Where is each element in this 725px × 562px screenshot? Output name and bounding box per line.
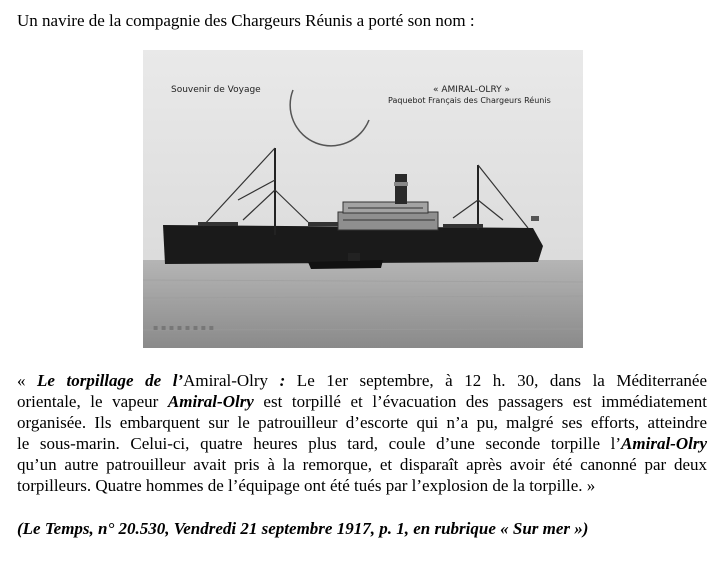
quote-line-4 (17, 433, 707, 454)
quote-paragraph (17, 370, 707, 496)
quote-line-4a: le sous-marin. Celui-ci, quatre heures plus tard, coule d’une seconde torpille l’ (17, 434, 622, 453)
intro-text: Un navire de la compagnie des Chargeurs Réunis a porté son nom : (17, 11, 475, 30)
source-citation: (Le Temps, n° 20.530, Vendredi 21 septembre 1917, p. 1, en rubrique « Sur mer ») (17, 519, 589, 538)
quote-line-5: qu’un autre patrouilleur avait pris à la remorque, et disparaît après avoir été canonné par deux (17, 455, 707, 474)
quote-line-3: organisée. Ils embarquent sur le patrouilleur d’escorte qui n’a pu, malgré ses efforts, atteindre (17, 413, 707, 432)
postcard-ship-name: « AMIRAL-OLRY » (433, 85, 510, 95)
svg-text:▪ ▪ ▪ ▪ ▪ ▪ ▪ ▪: ▪ ▪ ▪ ▪ ▪ ▪ ▪ ▪ (153, 323, 215, 332)
ship-funnel (395, 174, 407, 204)
quote-line-6: torpilleurs. Quatre hommes de l’équipage ont été tués par l’explosion de la torpille. » (17, 476, 596, 495)
quote-title: Le torpillage de l’ (37, 371, 184, 390)
quote-line-2a: orientale, le vapeur (17, 392, 168, 411)
postcard-ship-subtitle: Paquebot Français des Chargeurs Réunis (388, 96, 551, 105)
quote-line-1 (17, 370, 707, 391)
quote-open: « (17, 371, 38, 390)
quote-title-ship: Amiral-Olry (183, 371, 269, 390)
quote-title-colon: : (268, 371, 286, 390)
postcard-photo (143, 50, 583, 348)
quote-ship-name: Amiral-Olry (167, 392, 254, 411)
postcard-souvenir-label: Souvenir de Voyage (171, 85, 261, 95)
quote-line-2b: est torpillé et l’évacuation des passagers est immédiatement (253, 392, 707, 411)
quote-ship-name-2: Amiral-Olry (621, 434, 707, 453)
ship-postcard-image (143, 50, 583, 348)
quote-line-1-text: Le 1er septembre, à 12 h. 30, dans la Méditerranée (285, 371, 707, 390)
quote-line-2 (17, 391, 707, 412)
